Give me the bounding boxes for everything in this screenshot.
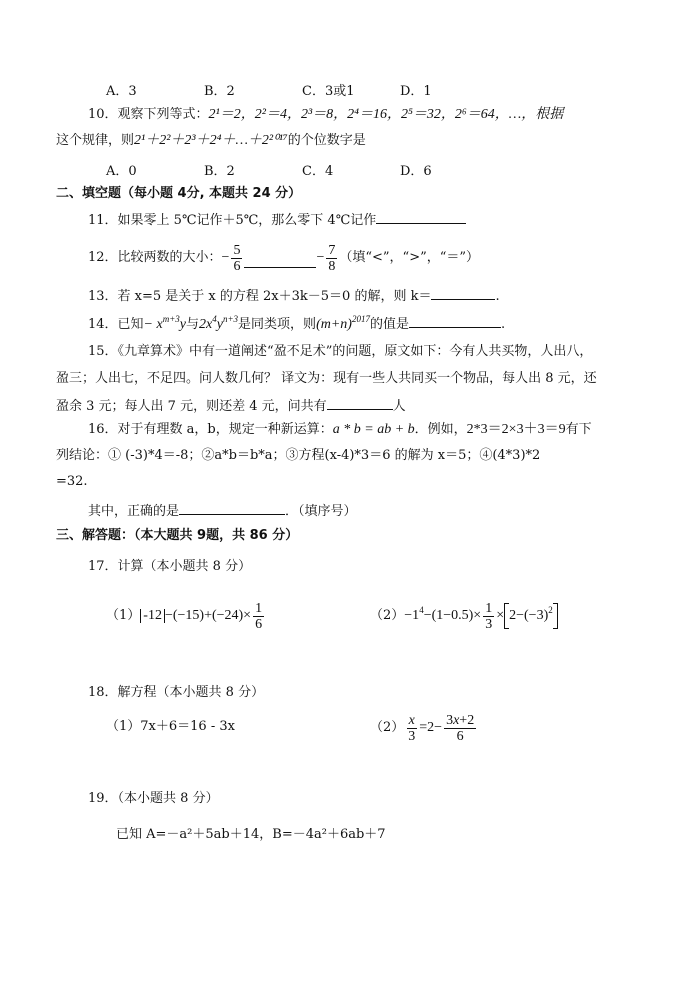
q17-part1-expression: -12 −(−15)+(−24)×	[140, 607, 251, 625]
q14-label: 14．已知	[88, 317, 144, 332]
q14-expression: $(m+n)^{2017}$	[316, 314, 370, 332]
q9-options	[106, 83, 498, 101]
q18-part2-fraction-2: $\frac{3x+2}{6}$	[446, 712, 475, 744]
q15-line2: 盈三；人出七，不足四。问人数几何？ 译文为：现有一些人共同买一个物品，每人出 8 元，还	[56, 371, 597, 386]
q10-option-c: C．4	[302, 164, 334, 179]
q10-line2-a: 这个规律，则	[56, 133, 135, 148]
q17-part2-expression: $-1^4-(1-0.5)\times$	[404, 605, 482, 623]
q17-part2-fraction: $\frac{1}{3}$	[485, 600, 493, 632]
q15-line3-a: 盈余 3 元；每人出 7 元，则还差 4 元，问共有	[56, 399, 327, 414]
q12-answer-blank[interactable]	[244, 254, 316, 268]
q15-line1: 15．《九章算术》中有一道阐述“盈不足术”的问题，原文如下：今有人共买物，人出八，	[88, 344, 593, 359]
q19-title: 19．（本小题共 8 分）	[88, 791, 219, 806]
section3-heading: 三、解答题：（本大题共 9题，共 86 分）	[56, 528, 299, 543]
q18-part1: （1）7x＋6＝16 - 3x	[106, 719, 235, 734]
q12-tail: （填“<”，“>”，“＝”）	[339, 250, 480, 265]
q14-text-d: 的值是	[369, 317, 409, 332]
q9-option-c: C．3或1	[302, 84, 355, 99]
q13-end: .	[495, 289, 500, 304]
q15-line3	[56, 396, 406, 416]
q10-option-a: A．0	[106, 164, 137, 179]
q15-answer-blank[interactable]	[327, 396, 393, 410]
q14-text-c: 是同类项，则	[238, 317, 317, 332]
q18-part2-fraction-1: $\frac{x}{3}$	[408, 712, 416, 744]
q10-line2	[56, 132, 366, 150]
q16-operation-def: a * b = ab + b	[332, 422, 415, 437]
q18-title: 18．解方程（本小题共 8 分）	[88, 685, 265, 700]
q13-answer-blank[interactable]	[431, 286, 495, 300]
q12-label: 12．比较两数的大小：	[88, 250, 222, 265]
q13	[88, 286, 500, 306]
q11-text: 11．如果零上 5℃记作＋5℃，那么零下 4℃记作	[88, 213, 377, 228]
q10-line1	[88, 106, 563, 124]
q17-title: 17．计算（本小题共 8 分）	[88, 559, 252, 574]
q10-sum: 2¹＋2²＋2³＋2⁴＋…＋2²⁰¹⁷	[134, 133, 288, 148]
q16-example: 2*3＝2×3＋3＝9	[466, 422, 566, 437]
q16-line1-c: 有下	[565, 422, 592, 437]
q18-part2-label: （2）	[370, 720, 405, 735]
q14	[88, 314, 505, 334]
q10-line2-b: 的个位数字是	[287, 133, 366, 148]
q16-line1-b: ．例如，	[414, 422, 467, 437]
q17-part1	[106, 596, 266, 636]
q14-answer-blank[interactable]	[409, 314, 501, 328]
q16-line1	[88, 421, 592, 439]
q17-part1-label: （1）	[106, 608, 141, 623]
q16-line1-a: 16．对于有理数 a，b，规定一种新运算：	[88, 422, 333, 437]
q14-end: .	[500, 317, 506, 332]
q10-option-b: B．2	[204, 164, 235, 179]
q16-line2: 列结论：① (-3)*4＝-8；②a*b＝b*a；③方程(x-4)*3＝6 的解为 x＝5；④(4*3)*2	[56, 448, 541, 463]
q16-line4-b: ．（填序号）	[285, 504, 357, 519]
q15-line3-b: 人	[392, 399, 406, 414]
q17-part1-fraction: $\frac{1}{6}$	[255, 600, 263, 632]
q9-option-d: D．1	[400, 84, 432, 99]
q14-and: 与	[186, 317, 200, 332]
q10-option-d: D．6	[400, 164, 432, 179]
q9-option-b: B．2	[204, 84, 235, 99]
q13-text: 13．若 x=5 是关于 x 的方程 2x＋3k－5＝0 的解，则 k＝	[88, 289, 432, 304]
q14-term-1: − $x^{m+3}y$	[143, 314, 187, 332]
q10-options	[106, 163, 498, 181]
q19-text: 已知 A=－a²＋5ab＋14，B=－4a²＋6ab＋7	[116, 827, 386, 842]
q17-part2: （2） $-1^4-(1-0.5)\times$ $\frac{1}{3}$ × $2-(-3)^2$	[370, 596, 558, 636]
q10-prefix: 10．观察下列等式：	[88, 107, 209, 122]
q9-option-a: A．3	[106, 84, 137, 99]
q12-fraction-2: $\frac{7}{8}$	[328, 242, 336, 274]
q11-answer-blank[interactable]	[376, 210, 466, 224]
q10-equations: 2¹＝2，2²＝4，2³＝8，2⁴＝16，2⁵＝32，2⁶＝64，…，根据	[208, 107, 564, 122]
q16-line4-a: 其中，正确的是	[88, 504, 180, 519]
q12: 12．比较两数的大小： − $\frac{5}{6}$ − $\frac{7}{8}$ （填“<”，“>”，“＝”）	[88, 242, 480, 274]
q12-fraction-1: $\frac{5}{6}$	[233, 242, 241, 274]
q11	[88, 210, 466, 230]
q16-line3: =32.	[56, 474, 88, 489]
q17-part2-label: （2）	[370, 608, 405, 623]
q16-answer-blank[interactable]	[179, 501, 285, 515]
q14-term-2: $2x^4y^{n+3}$	[199, 314, 239, 332]
section2-heading: 二、填空题（每小题 4分, 本题共 24 分）	[56, 186, 302, 201]
q18-part2: （2） $\frac{x}{3}$ =2− $\frac{3x+2}{6}$	[370, 712, 475, 744]
q16-line4	[88, 501, 357, 521]
